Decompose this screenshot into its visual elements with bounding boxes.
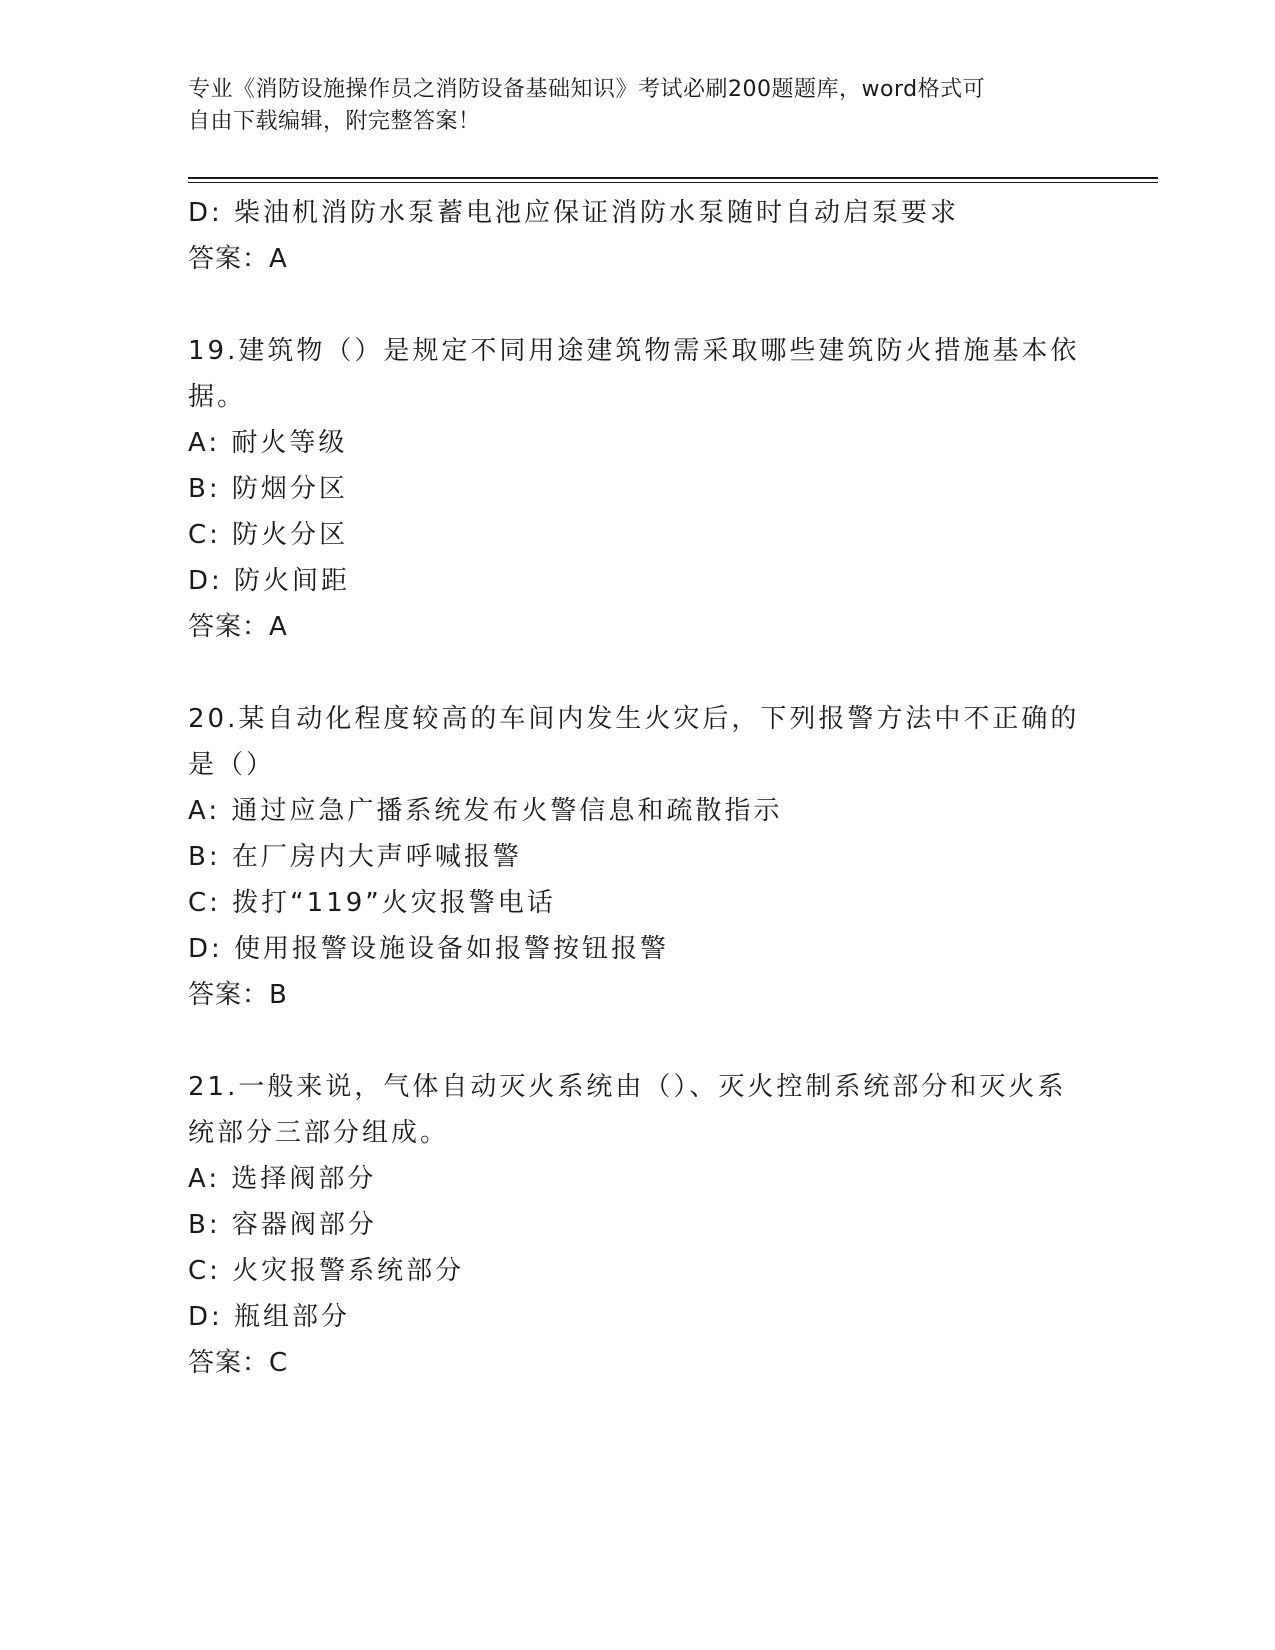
option-c: C: 拨打“119”火灾报警电话 bbox=[188, 888, 556, 918]
question-title-line-2: 据。 bbox=[188, 382, 247, 412]
option-c: C: 防火分区 bbox=[188, 520, 349, 550]
answer: 答案：B bbox=[188, 980, 288, 1010]
option-b: B: 在厂房内大声呼喊报警 bbox=[188, 842, 522, 872]
prev-answer: 答案：A bbox=[188, 244, 288, 274]
question-19 bbox=[188, 328, 1088, 650]
prev-option-d: D: 柴油机消防水泵蓄电池应保证消防水泵随时自动启泵要求 bbox=[188, 198, 960, 228]
question-title-line-2: 统部分三部分组成。 bbox=[188, 1118, 450, 1148]
header-divider-thick bbox=[188, 177, 1158, 179]
question-list bbox=[188, 190, 1088, 1386]
spacer bbox=[188, 282, 1088, 328]
spacer bbox=[188, 650, 1088, 696]
header-divider-thin bbox=[188, 182, 1158, 183]
option-d: D: 使用报警设施设备如报警按钮报警 bbox=[188, 934, 670, 964]
spacer bbox=[188, 1018, 1088, 1064]
header-line-1: 专业《消防设施操作员之消防设备基础知识》考试必刷200题题库，word格式可 bbox=[188, 77, 986, 102]
question-title-line-1: 19.建筑物（）是规定不同用途建筑物需采取哪些建筑防火措施基本依 bbox=[188, 336, 1080, 366]
option-c: C: 火灾报警系统部分 bbox=[188, 1256, 465, 1286]
option-a: A: 通过应急广播系统发布火警信息和疏散指示 bbox=[188, 796, 783, 826]
question-20 bbox=[188, 696, 1088, 1018]
answer: 答案：C bbox=[188, 1348, 289, 1378]
question-title-line-1: 21.一般来说，气体自动灭火系统由（）、灭火控制系统部分和灭火系 bbox=[188, 1072, 1067, 1102]
option-b: B: 防烟分区 bbox=[188, 474, 348, 504]
document-header bbox=[188, 74, 1068, 138]
header-line-2: 自由下载编辑，附完整答案！ bbox=[188, 109, 481, 134]
question-title-line-2: 是（） bbox=[188, 750, 276, 780]
option-a: A: 耐火等级 bbox=[188, 428, 348, 458]
question-title-line-1: 20.某自动化程度较高的车间内发生火灾后，下列报警方法中不正确的 bbox=[188, 704, 1080, 734]
option-d: D: 瓶组部分 bbox=[188, 1302, 351, 1332]
question-21 bbox=[188, 1064, 1088, 1386]
option-a: A: 选择阀部分 bbox=[188, 1164, 377, 1194]
option-d: D: 防火间距 bbox=[188, 566, 351, 596]
answer: 答案：A bbox=[188, 612, 288, 642]
option-b: B: 容器阀部分 bbox=[188, 1210, 377, 1240]
